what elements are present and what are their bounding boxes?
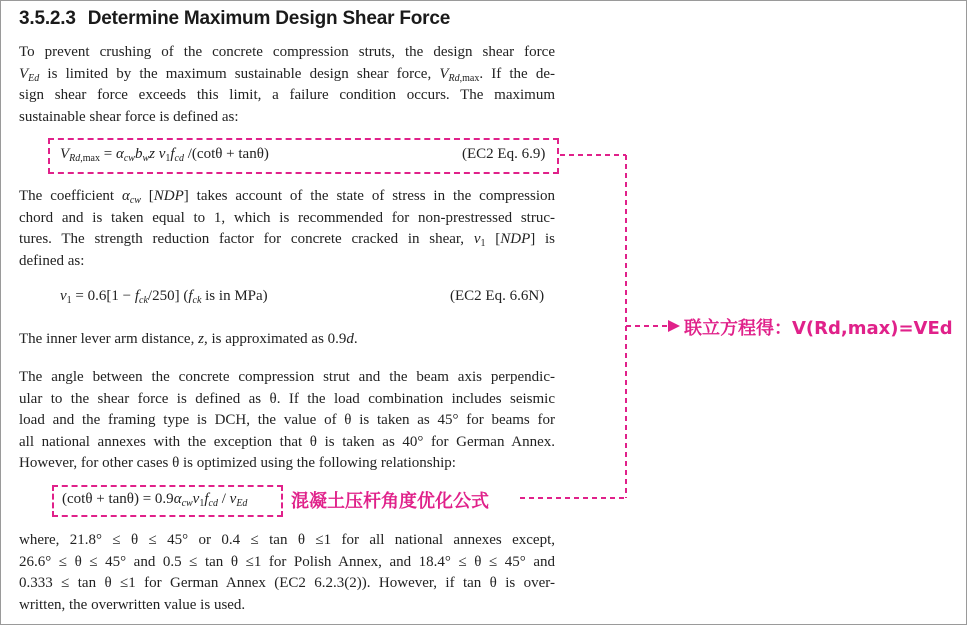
paragraph-3: The inner lever arm distance, z, is approximated as 0.9d. — [19, 331, 358, 347]
para2-line-4: defined as: — [19, 252, 85, 269]
para5-line-1: where, 21.8° ≤ θ ≤ 45° or 0.4 ≤ tan θ ≤1 for all national annexes except, — [19, 532, 555, 548]
para4-line-1: The angle between the concrete compression strut and the beam axis perpendic- — [19, 369, 555, 385]
para5-line-2: 26.6° ≤ θ ≤ 45° and 0.5 ≤ tan θ ≤1 for Polish Annex, and 18.4° ≤ θ ≤ 45° and — [19, 553, 555, 570]
annotation-combined-note: 联立方程得：V(Rd,max)=VEd — [684, 318, 953, 339]
para4-line-5: However, for other cases θ is optimized using the following relationship: — [19, 455, 456, 471]
section-title: Determine Maximum Design Shear Force — [87, 8, 451, 29]
annotation-optimize-note: 混凝土压杆角度优化公式 — [291, 491, 489, 512]
equation-2-formula: $\nu_1 = 0.6[1 - f_{ck}/250]$ ($f_{ck}$ is in MPa) — [60, 288, 268, 306]
equation-1-label: (EC2 Eq. 6.9) — [462, 146, 546, 162]
equation-1-formula: $V_{Rd,max} = \alpha_{cw}b_wz$ $\nu_1f_{cd}$ /(cotθ + tanθ) — [60, 146, 269, 164]
equation-3-formula: $(\cot\theta + \tan\theta) = 0.9\alpha_{cw}\nu_1f_{cd} / v_{Ed}$ — [62, 491, 248, 509]
para1-line-2: $V_{Ed}$ is limited by the maximum sustainable design shear force, $V_{Rd,max}$. If the de- — [19, 65, 555, 84]
para5-line-4: written, the overwritten value is used. — [19, 596, 246, 613]
para4-line-3: load and the framing type is DCH, the value of θ is taken as 45° for beams for — [19, 412, 555, 428]
para4-line-2: ular to the shear force is defined as θ. If the load combination includes seismic — [19, 390, 555, 407]
para2-line-1: The coefficient $\alpha_{cw}$ [NDP] takes account of the state of stress in the compression — [19, 188, 555, 206]
para2-line-2: chord and is taken equal to 1, which is recommended for non-prestressed struc- — [19, 209, 555, 226]
section-number: 3.5.2.3 — [19, 8, 76, 29]
para4-line-4: all national annexes with the exception that θ is taken as 40° for German Annex. — [19, 433, 555, 450]
para1-line-3: sign shear force exceeds this limit, a failure condition occurs. The maximum — [19, 87, 555, 103]
arrowhead-icon — [668, 320, 680, 332]
para5-line-3: 0.333 ≤ tan θ ≤1 for German Annex (EC2 6.2.3(2)). However, if tan θ is over- — [19, 575, 555, 591]
para1-line-1: To prevent crushing of the concrete compression struts, the design shear force — [19, 44, 555, 60]
para1-line-4: sustainable shear force is defined as: — [19, 108, 239, 125]
equation-2-label: (EC2 Eq. 6.6N) — [450, 288, 545, 304]
para2-line-3: tures. The strength reduction factor for concrete cracked in shear, $\nu_1$ [NDP] is — [19, 231, 556, 249]
